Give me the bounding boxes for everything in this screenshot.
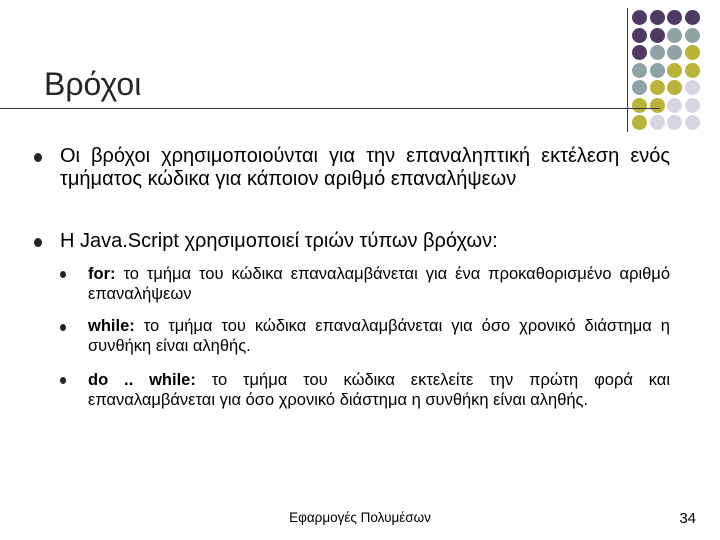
bullet-text: Η Java.Script χρησιμοποιεί τριών τύπων βρόχων:: [60, 230, 498, 252]
decorative-dot: [650, 28, 665, 43]
sub-bullet-text: το τμήμα του κώδικα επαναλαμβάνεται για όσο χρονικό διάστημα η συνθήκη είναι αληθής.: [88, 317, 670, 355]
decorative-dot: [667, 80, 682, 95]
decorative-dot: [632, 115, 647, 130]
vertical-divider: [627, 8, 628, 132]
decorative-dot: [650, 10, 665, 25]
decorative-dot: [685, 28, 700, 43]
title-divider: [0, 108, 660, 109]
decorative-dot: [667, 98, 682, 113]
decorative-dot: [632, 63, 647, 78]
sub-bullet-text: το τμήμα του κώδικα εκτελείτε την πρώτη φορά και επαναλαμβάνεται για όσο χρονικό διάστημα η συνθήκη είναι αληθής.: [88, 371, 670, 409]
decorative-dot: [632, 80, 647, 95]
sub-bullet-for: [88, 264, 670, 304]
decorative-dot: [667, 28, 682, 43]
decorative-dot: [650, 80, 665, 95]
bullet-marker: [34, 238, 42, 247]
decorative-dot: [667, 115, 682, 130]
decorative-dot: [685, 10, 700, 25]
decorative-dot: [667, 10, 682, 25]
sub-bullet-do-while: [88, 370, 670, 410]
decorative-dot: [685, 98, 700, 113]
decorative-dot: [632, 28, 647, 43]
decorative-dot: [650, 63, 665, 78]
decorative-dot: [632, 98, 647, 113]
keyword-while: while:: [88, 317, 135, 335]
sub-bullet-marker: [60, 271, 66, 278]
sub-bullet-marker: [60, 377, 66, 384]
decorative-dot: [685, 115, 700, 130]
sub-bullet-while: [88, 316, 670, 356]
keyword-do-while: do .. while:: [88, 371, 196, 389]
slide-title: Βρόχοι: [44, 66, 142, 102]
decorative-dot: [650, 45, 665, 60]
page-number: 34: [679, 510, 696, 527]
sub-bullet-text: το τμήμα του κώδικα επαναλαμβάνεται για ένα προκαθορισμένο αριθμό επαναλήψεων: [88, 265, 670, 303]
decorative-dot: [685, 45, 700, 60]
decorative-dot: [685, 63, 700, 78]
sub-bullet-marker: [60, 324, 66, 331]
keyword-for: for:: [88, 265, 116, 283]
decorative-dot-grid: [0, 0, 720, 130]
footer-text: Εφαρμογές Πολυμέσων: [289, 510, 431, 525]
bullet-marker: [34, 153, 42, 162]
decorative-dot: [650, 98, 665, 113]
bullet-text: Οι βρόχοι χρησιμοποιούνται για την επαναληπτική εκτέλεση ενός τμήματος κώδικα για κάποιον αριθμό επαναλήψεων: [60, 145, 670, 190]
decorative-dot: [632, 45, 647, 60]
decorative-dot: [685, 80, 700, 95]
decorative-dot: [667, 45, 682, 60]
decorative-dot: [632, 10, 647, 25]
decorative-dot: [667, 63, 682, 78]
decorative-dot: [650, 115, 665, 130]
